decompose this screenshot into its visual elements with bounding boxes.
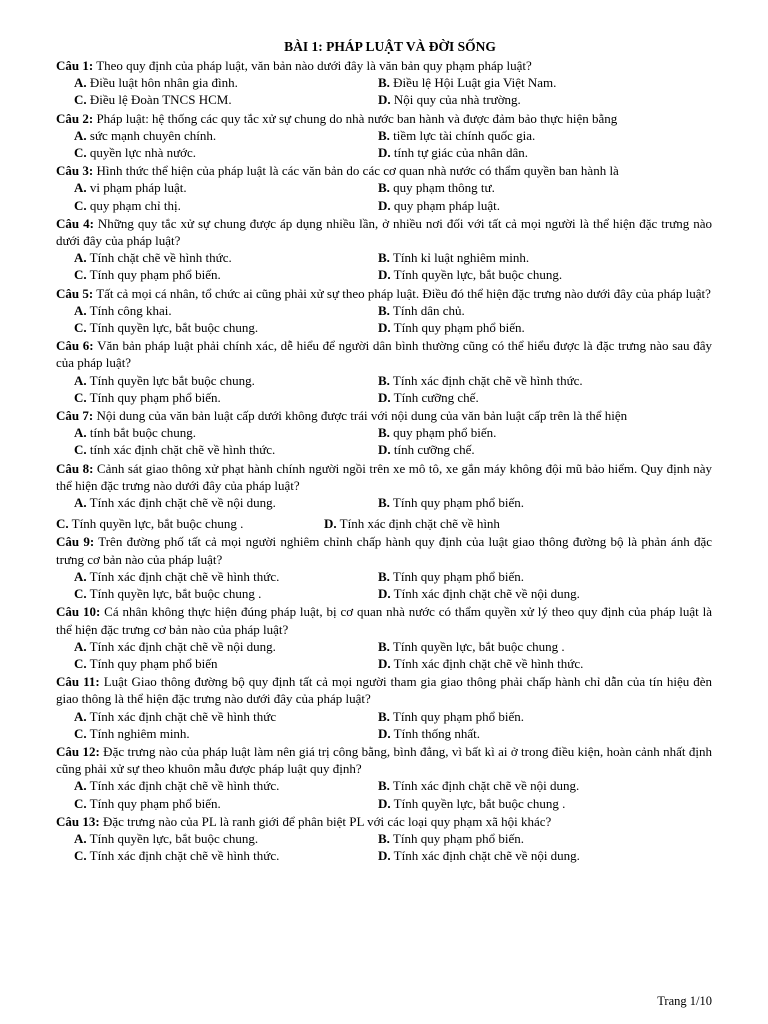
question-10 bbox=[56, 603, 712, 672]
option-text: Tính quyền lực, bắt buộc chung. bbox=[86, 830, 259, 846]
answer-option bbox=[378, 389, 712, 406]
option-letter: C. bbox=[74, 92, 87, 108]
option-letter: A. bbox=[74, 495, 87, 511]
option-letter: C. bbox=[74, 197, 87, 213]
answer-option bbox=[378, 249, 712, 266]
answer-option bbox=[378, 830, 712, 847]
question-stem bbox=[56, 285, 712, 302]
option-letter: B. bbox=[378, 708, 390, 724]
option-text: Tính quy phạm phổ biến bbox=[86, 655, 218, 671]
option-text: Tính xác định chặt chẽ về hình thức. bbox=[86, 848, 280, 864]
option-letter: A. bbox=[74, 830, 87, 846]
answer-option bbox=[74, 372, 378, 389]
page-number: Trang 1/10 bbox=[657, 994, 712, 1008]
option-text: quy phạm chỉ thị. bbox=[86, 197, 181, 213]
option-text: vi phạm pháp luật. bbox=[86, 180, 187, 196]
option-letter: C. bbox=[74, 655, 87, 671]
option-text: tiềm lực tài chính quốc gia. bbox=[389, 127, 536, 143]
answer-option bbox=[378, 74, 712, 91]
page-title: BÀI 1: PHÁP LUẬT VÀ ĐỜI SỐNG bbox=[284, 39, 496, 54]
option-letter: C. bbox=[74, 442, 87, 458]
option-letter: C. bbox=[74, 389, 87, 405]
question-5 bbox=[56, 285, 712, 337]
option-text: Tính quy phạm phổ biến. bbox=[86, 267, 221, 283]
answer-option bbox=[378, 585, 712, 602]
answer-option bbox=[74, 585, 378, 602]
option-text: quy phạm thông tư. bbox=[389, 180, 495, 196]
answer-option bbox=[74, 179, 378, 196]
option-text: Tính thống nhất. bbox=[390, 725, 480, 741]
option-letter: B. bbox=[378, 127, 390, 143]
option-letter: D. bbox=[378, 197, 391, 213]
question-11 bbox=[56, 673, 712, 742]
question-stem bbox=[56, 57, 712, 74]
option-letter: A. bbox=[74, 778, 87, 794]
question-text: Đặc trưng nào của PL là ranh giới để phân biệt PL với các loại quy phạm xã hội khác? bbox=[99, 813, 552, 829]
option-letter: B. bbox=[378, 180, 390, 196]
option-letter: A. bbox=[74, 75, 87, 91]
answer-option bbox=[74, 389, 378, 406]
answer-option bbox=[378, 847, 712, 864]
option-text: tính tự giác của nhân dân. bbox=[390, 145, 529, 161]
answer-option bbox=[74, 795, 378, 812]
question-12 bbox=[56, 743, 712, 812]
question-8 bbox=[56, 460, 712, 533]
option-letter: D. bbox=[378, 848, 391, 864]
option-text: Tính quy phạm phổ biến. bbox=[389, 568, 525, 584]
answer-option bbox=[74, 830, 378, 847]
answer-options bbox=[56, 708, 712, 742]
option-letter: D. bbox=[378, 389, 391, 405]
option-text: Tính xác định chặt chẽ về hình thức. bbox=[86, 778, 280, 794]
answer-option bbox=[74, 847, 378, 864]
option-letter: B. bbox=[378, 495, 390, 511]
answer-option bbox=[378, 725, 712, 742]
option-text: Tính quyền lực, bắt buộc chung. bbox=[390, 267, 563, 283]
question-stem bbox=[56, 215, 712, 249]
question-text: Đặc trưng nào của pháp luật làm nên giá trị công bằng, bình đẳng, vì bất kì ai ở trong điều kiện, hoàn cảnh nhất định cũng phải xử sự theo khuôn mẫu được pháp luật quy định? bbox=[56, 743, 712, 777]
answer-option bbox=[74, 266, 378, 283]
option-letter: D. bbox=[378, 795, 391, 811]
option-text: Tính quy phạm phổ biến. bbox=[389, 830, 525, 846]
option-text: Tính dân chủ. bbox=[389, 302, 465, 318]
question-text: Trên đường phố tất cả mọi người nghiêm chỉnh chấp hành quy định của luật giao thông đường bộ là phản ánh đặc trưng cơ bản nào của pháp luật? bbox=[56, 534, 713, 567]
question-4 bbox=[56, 215, 712, 284]
answer-option bbox=[74, 197, 378, 214]
option-letter: C. bbox=[56, 516, 69, 532]
option-letter: A. bbox=[74, 180, 87, 196]
option-letter: A. bbox=[74, 568, 87, 584]
option-text: Tính quyền lực, bắt buộc chung . bbox=[68, 516, 244, 532]
answer-options bbox=[56, 638, 712, 672]
option-letter: D. bbox=[378, 586, 391, 602]
answer-option bbox=[378, 127, 712, 144]
option-letter: D. bbox=[378, 267, 391, 283]
answer-options bbox=[56, 127, 712, 161]
question-stem bbox=[56, 162, 712, 179]
answer-option bbox=[378, 179, 712, 196]
answer-option bbox=[74, 249, 378, 266]
option-letter: C. bbox=[74, 267, 87, 283]
answer-option bbox=[74, 91, 378, 108]
option-text: Điều lệ Đoàn TNCS HCM. bbox=[86, 92, 232, 108]
answer-option bbox=[74, 494, 378, 511]
answer-option bbox=[378, 319, 712, 336]
option-text: Tính xác định chặt chẽ về hình thức. bbox=[389, 372, 583, 388]
answer-option bbox=[74, 74, 378, 91]
option-text: quyền lực nhà nước. bbox=[86, 145, 197, 161]
option-letter: D. bbox=[378, 320, 391, 336]
option-letter: B. bbox=[378, 568, 390, 584]
option-text: tính xác định chặt chẽ về hình thức. bbox=[86, 442, 276, 458]
option-letter: A. bbox=[74, 638, 87, 654]
option-letter: A. bbox=[74, 372, 87, 388]
option-letter: A. bbox=[74, 425, 87, 441]
option-letter: B. bbox=[378, 372, 390, 388]
option-text: Tính quyền lực bắt buộc chung. bbox=[86, 372, 255, 388]
option-text: Tính xác định chặt chẽ về nội dung. bbox=[86, 495, 276, 511]
question-text: Cảnh sát giao thông xử phạt hành chính người ngồi trên xe mô tô, xe gắn máy không đội mũ bảo hiểm. Quy định này thể hiện đặc trưng nào dưới đây của pháp luật? bbox=[56, 460, 712, 493]
answer-option bbox=[74, 144, 378, 161]
question-label: Câu 3: bbox=[56, 163, 94, 179]
answer-option bbox=[74, 424, 378, 441]
option-letter: C. bbox=[74, 586, 87, 602]
option-text: Tính quy phạm phổ biến. bbox=[86, 795, 221, 811]
question-stem bbox=[56, 110, 712, 127]
option-text: Điều luật hôn nhân gia đình. bbox=[86, 75, 238, 91]
answer-options bbox=[56, 249, 712, 283]
answer-option bbox=[378, 655, 712, 672]
answer-options bbox=[56, 74, 712, 108]
question-list bbox=[56, 57, 712, 864]
question-text: Nội dung của văn bản luật cấp dưới không được trái với nội dung của văn bản luật cấp trên là thể hiện bbox=[93, 408, 628, 424]
answer-options bbox=[56, 424, 712, 458]
option-text: quy phạm phổ biến. bbox=[389, 425, 497, 441]
answer-options bbox=[56, 179, 712, 213]
question-7 bbox=[56, 407, 712, 459]
option-letter: B. bbox=[378, 830, 390, 846]
answer-option bbox=[378, 424, 712, 441]
option-letter: A. bbox=[74, 302, 87, 318]
option-text: tính bắt buộc chung. bbox=[86, 425, 197, 441]
answer-option bbox=[378, 197, 712, 214]
option-text: Tính quyền lực, bắt buộc chung . bbox=[86, 586, 262, 602]
answer-option bbox=[378, 708, 712, 725]
option-letter: C. bbox=[74, 320, 87, 336]
question-label: Câu 2: bbox=[56, 110, 94, 126]
option-text: Tính xác định chặt chẽ về nội dung. bbox=[389, 778, 580, 794]
option-letter: D. bbox=[378, 145, 391, 161]
option-letter: B. bbox=[378, 302, 390, 318]
option-text: Tính chặt chẽ về hình thức. bbox=[86, 250, 232, 266]
option-letter: C. bbox=[74, 725, 87, 741]
option-text: Tính quy phạm phổ biến. bbox=[389, 495, 525, 511]
option-letter: C. bbox=[74, 848, 87, 864]
question-1 bbox=[56, 57, 712, 109]
option-letter: B. bbox=[378, 425, 390, 441]
answer-option bbox=[378, 266, 712, 283]
question-9 bbox=[56, 533, 712, 602]
question-stem bbox=[56, 743, 712, 777]
answer-options bbox=[56, 372, 712, 406]
question-stem bbox=[56, 603, 712, 637]
question-label: Câu 8: bbox=[56, 460, 94, 476]
answer-option bbox=[378, 372, 712, 389]
option-letter: C. bbox=[74, 145, 87, 161]
option-letter: D. bbox=[378, 725, 391, 741]
option-text: Tính quy phạm phổ biến. bbox=[389, 708, 525, 724]
question-text: Theo quy định của pháp luật, văn bản nào dưới đây là văn bản quy phạm pháp luật? bbox=[93, 58, 532, 73]
question-text: Tất cả mọi cá nhân, tổ chức ai cũng phải xử sự theo pháp luật. Điều đó thể hiện đặc trưng nào dưới đây của pháp luật? bbox=[93, 285, 711, 301]
answer-option bbox=[378, 638, 712, 655]
question-stem bbox=[56, 673, 712, 707]
answer-option bbox=[74, 638, 378, 655]
option-text: Tính xác định chặt chẽ về hình thức bbox=[86, 708, 277, 724]
answer-options bbox=[56, 830, 712, 864]
option-letter: A. bbox=[74, 250, 87, 266]
option-text: Tính quy phạm phổ biến. bbox=[390, 320, 525, 336]
option-letter: A. bbox=[74, 708, 87, 724]
question-label: Câu 7: bbox=[56, 408, 94, 424]
answer-option bbox=[74, 777, 378, 794]
question-label: Câu 10: bbox=[56, 604, 101, 620]
answer-option bbox=[74, 302, 378, 319]
question-label: Câu 5: bbox=[56, 285, 94, 301]
question-6 bbox=[56, 337, 712, 406]
question-text: Pháp luật: hệ thống các quy tắc xử sự chung do nhà nước ban hành và được đảm bảo thực hiện bằng bbox=[93, 110, 618, 126]
option-text: Tính quyền lực, bắt buộc chung. bbox=[86, 320, 259, 336]
answer-option bbox=[378, 777, 712, 794]
option-text: Tính quy phạm phổ biến. bbox=[86, 389, 221, 405]
option-letter: B. bbox=[378, 75, 390, 91]
answer-options bbox=[56, 302, 712, 336]
option-letter: D. bbox=[324, 516, 337, 532]
option-letter: D. bbox=[378, 655, 391, 671]
option-text: sức mạnh chuyên chính. bbox=[86, 127, 217, 143]
option-letter: B. bbox=[378, 778, 390, 794]
option-text: Tính cưỡng chế. bbox=[390, 389, 479, 405]
question-label: Câu 13: bbox=[56, 813, 100, 829]
answer-option bbox=[378, 91, 712, 108]
option-text: Tính xác định chặt chẽ về hình thức. bbox=[390, 655, 584, 671]
answer-option bbox=[74, 568, 378, 585]
option-letter: B. bbox=[378, 250, 390, 266]
answer-option bbox=[378, 795, 712, 812]
question-text: Cá nhân không thực hiện đúng pháp luật, bị cơ quan nhà nước có thẩm quyền xử lý theo quy định của pháp luật là thể hiện đặc trưng cơ bản nào của pháp luật? bbox=[56, 604, 712, 637]
question-stem bbox=[56, 533, 712, 567]
option-text: tính cưỡng chế. bbox=[390, 442, 475, 458]
question-stem bbox=[56, 813, 712, 830]
answer-option bbox=[74, 127, 378, 144]
question-text: Luật Giao thông đường bộ quy định tất cả mọi người tham gia giao thông phải chấp hành chỉ dẫn của tín hiệu đèn giao thông là thể hiện đặc trưng nào dưới đây của pháp luật? bbox=[56, 674, 712, 707]
option-letter: D. bbox=[378, 442, 391, 458]
answer-option bbox=[74, 708, 378, 725]
option-text: Tính kỉ luật nghiêm minh. bbox=[389, 250, 530, 266]
answer-options bbox=[56, 568, 712, 602]
option-text: Tính xác định chặt chẽ về nội dung. bbox=[390, 586, 580, 602]
question-label: Câu 9: bbox=[56, 534, 95, 550]
question-stem bbox=[56, 337, 712, 371]
option-text: Điều lệ Hội Luật gia Việt Nam. bbox=[389, 75, 557, 91]
option-letter: C. bbox=[74, 795, 87, 811]
option-text: Tính quyền lực, bắt buộc chung . bbox=[389, 638, 565, 654]
question-3 bbox=[56, 162, 712, 214]
answer-option bbox=[74, 441, 378, 458]
option-text: quy phạm pháp luật. bbox=[390, 197, 501, 213]
option-letter: A. bbox=[74, 127, 87, 143]
answer-option bbox=[74, 319, 378, 336]
question-label: Câu 1: bbox=[56, 58, 94, 73]
answer-option bbox=[324, 515, 712, 532]
answer-option bbox=[378, 494, 712, 511]
question-13 bbox=[56, 813, 712, 865]
option-text: Tính nghiêm minh. bbox=[86, 725, 190, 741]
question-text: Những quy tắc xử sự chung được áp dụng nhiều lần, ở nhiều nơi đối với tất cả mọi người là thể hiện đặc trưng nào dưới đây của pháp luật? bbox=[56, 215, 712, 249]
question-stem bbox=[56, 460, 712, 494]
option-text: Nội quy của nhà trường. bbox=[390, 92, 521, 108]
answer-option bbox=[378, 568, 712, 585]
question-stem bbox=[56, 407, 712, 424]
answer-option bbox=[378, 441, 712, 458]
question-text: Văn bản pháp luật phải chính xác, dễ hiểu để người dân bình thường cũng có thể hiểu được là đặc trưng nào sau đây của pháp luật? bbox=[56, 338, 712, 371]
option-text: Tính xác định chặt chẽ về hình thức. bbox=[86, 568, 280, 584]
option-text: Tính xác định chặt chẽ về hình bbox=[336, 516, 500, 532]
answer-options bbox=[56, 494, 712, 532]
option-text: Tính quyền lực, bắt buộc chung . bbox=[390, 795, 566, 811]
answer-option bbox=[378, 302, 712, 319]
question-2 bbox=[56, 110, 712, 162]
question-label: Câu 11: bbox=[56, 674, 100, 690]
option-text: Tính xác định chặt chẽ về nội dung. bbox=[390, 848, 580, 864]
answer-options bbox=[56, 777, 712, 811]
option-letter: B. bbox=[378, 638, 390, 654]
option-letter: D. bbox=[378, 92, 391, 108]
question-text: Hình thức thể hiện của pháp luật là các văn bản do các cơ quan nhà nước có thẩm quyền ban hành là bbox=[93, 163, 619, 179]
answer-option bbox=[74, 725, 378, 742]
option-text: Tính xác định chặt chẽ về nội dung. bbox=[86, 638, 276, 654]
answer-option bbox=[378, 144, 712, 161]
question-label: Câu 4: bbox=[56, 215, 94, 231]
answer-option bbox=[74, 655, 378, 672]
question-label: Câu 12: bbox=[56, 743, 100, 759]
option-text: Tính công khai. bbox=[86, 302, 172, 318]
question-label: Câu 6: bbox=[56, 338, 94, 354]
